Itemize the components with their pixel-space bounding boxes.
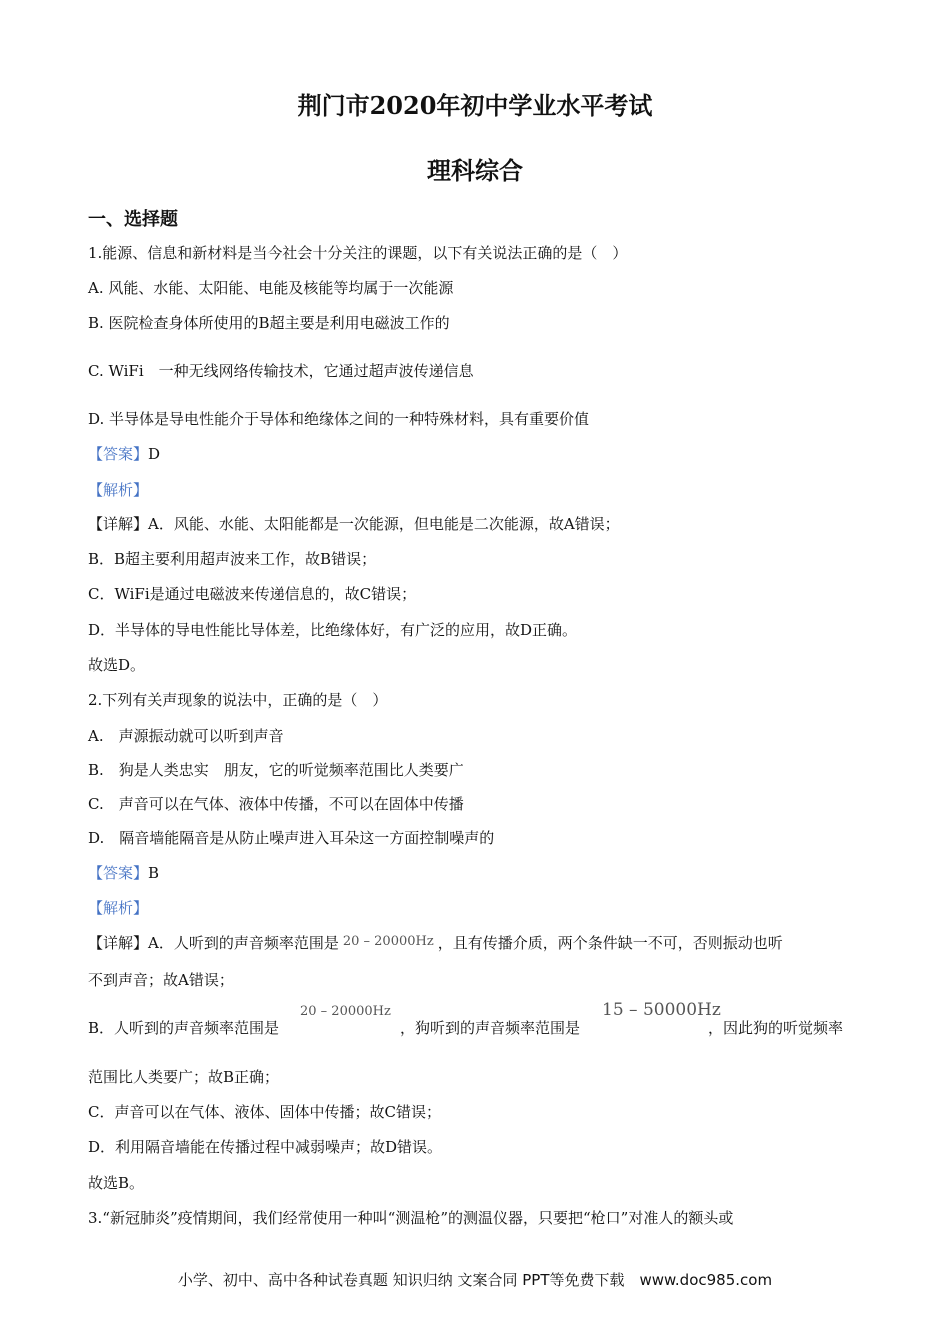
- q2-analysis-tag: 【解析】: [88, 899, 149, 917]
- q1-option-b: B. 医院检查身体所使用的B超主要是利用电磁波工作的: [88, 314, 450, 332]
- page-title: 荆门市2020年初中学业水平考试: [297, 91, 653, 120]
- answer-tag: 【答案】: [88, 864, 149, 882]
- q1-conclusion: 故选D。: [88, 656, 146, 674]
- q3-stem: 3.“新冠肺炎”疫情期间，我们经常使用一种叫“测温枪”的测温仪器，只要把“枪口”对准人的额头或: [88, 1209, 734, 1227]
- page-footer: 小学、初中、高中各种试卷真题 知识归纳 文案合同 PPT等免费下载 www.doc985.com: [177, 1271, 773, 1289]
- frequency-range-human-2: 20 – 20000Hz: [300, 1004, 391, 1019]
- detail-text: ，且有传播介质，两个条件缺一不可，否则振动也听: [437, 934, 783, 952]
- answer-value: B: [148, 864, 160, 882]
- frequency-range-dog: 15 – 50000Hz: [602, 1000, 721, 1020]
- q2-conclusion: 故选B。: [88, 1174, 145, 1192]
- q2-option-a: A. 声源振动就可以听到声音: [88, 727, 284, 745]
- q1-analysis-tag: 【解析】: [88, 481, 149, 499]
- q2-answer: [88, 862, 159, 883]
- page-subtitle: 理科综合: [427, 156, 523, 185]
- q2-detail-a-line2: 不到声音；故A错误；: [88, 971, 234, 989]
- q1-detail-b: B．B超主要利用超声波来工作，故B错误；: [88, 550, 377, 568]
- q2-detail-b-line2: 范围比人类要广；故B正确；: [88, 1068, 280, 1086]
- detail-text: A．人听到的声音频率范围是: [148, 934, 339, 952]
- detail-text: A．风能、水能、太阳能都是一次能源，但电能是二次能源，故A错误；: [148, 515, 620, 533]
- detail-tag: 【详解】: [88, 515, 149, 533]
- q2-detail-b-line1: B．人听到的声音频率范围是: [88, 1019, 280, 1037]
- q1-option-a: A. 风能、水能、太阳能、电能及核能等均属于一次能源: [88, 279, 454, 297]
- q1-detail-c: C．WiFi是通过电磁波来传递信息的，故C错误；: [88, 585, 417, 603]
- q1-detail-a: [88, 513, 620, 534]
- q1-answer: [88, 443, 160, 464]
- q2-option-c: C. 声音可以在气体、液体中传播，不可以在固体中传播: [88, 795, 464, 813]
- q1-option-d: D. 半导体是导电性能介于导体和绝缘体之间的一种特殊材料，具有重要价值: [88, 410, 590, 428]
- q1-stem: 1.能源、信息和新材料是当今社会十分关注的课题，以下有关说法正确的是（ ）: [88, 244, 628, 262]
- frequency-range-human: 20 – 20000Hz: [342, 934, 434, 949]
- q2-detail-c: C．声音可以在气体、液体、固体中传播；故C错误；: [88, 1103, 441, 1121]
- q2-detail-b-end: ，因此狗的听觉频率: [708, 1019, 844, 1037]
- q2-detail-d: D．利用隔音墙能在传播过程中减弱噪声；故D错误。: [88, 1138, 443, 1156]
- q2-detail-a-line1: [88, 932, 783, 953]
- q2-option-b: B. 狗是人类忠实 朋友，它的听觉频率范围比人类要广: [88, 761, 464, 779]
- answer-value: D: [148, 445, 161, 463]
- q1-detail-d: D．半导体的导电性能比导体差，比绝缘体好，有广泛的应用，故D正确。: [88, 621, 578, 639]
- q2-detail-b-mid: ，狗听到的声音频率范围是: [400, 1019, 581, 1037]
- q2-option-d: D. 隔音墙能隔音是从防止噪声进入耳朵这一方面控制噪声的: [88, 829, 495, 847]
- q1-option-c: C. WiFi 一种无线网络传输技术，它通过超声波传递信息: [88, 362, 474, 380]
- section-heading: 一、选择题: [88, 209, 178, 230]
- detail-tag: 【详解】: [88, 934, 149, 952]
- answer-tag: 【答案】: [88, 445, 149, 463]
- q2-stem: 2.下列有关声现象的说法中，正确的是（ ）: [88, 691, 388, 709]
